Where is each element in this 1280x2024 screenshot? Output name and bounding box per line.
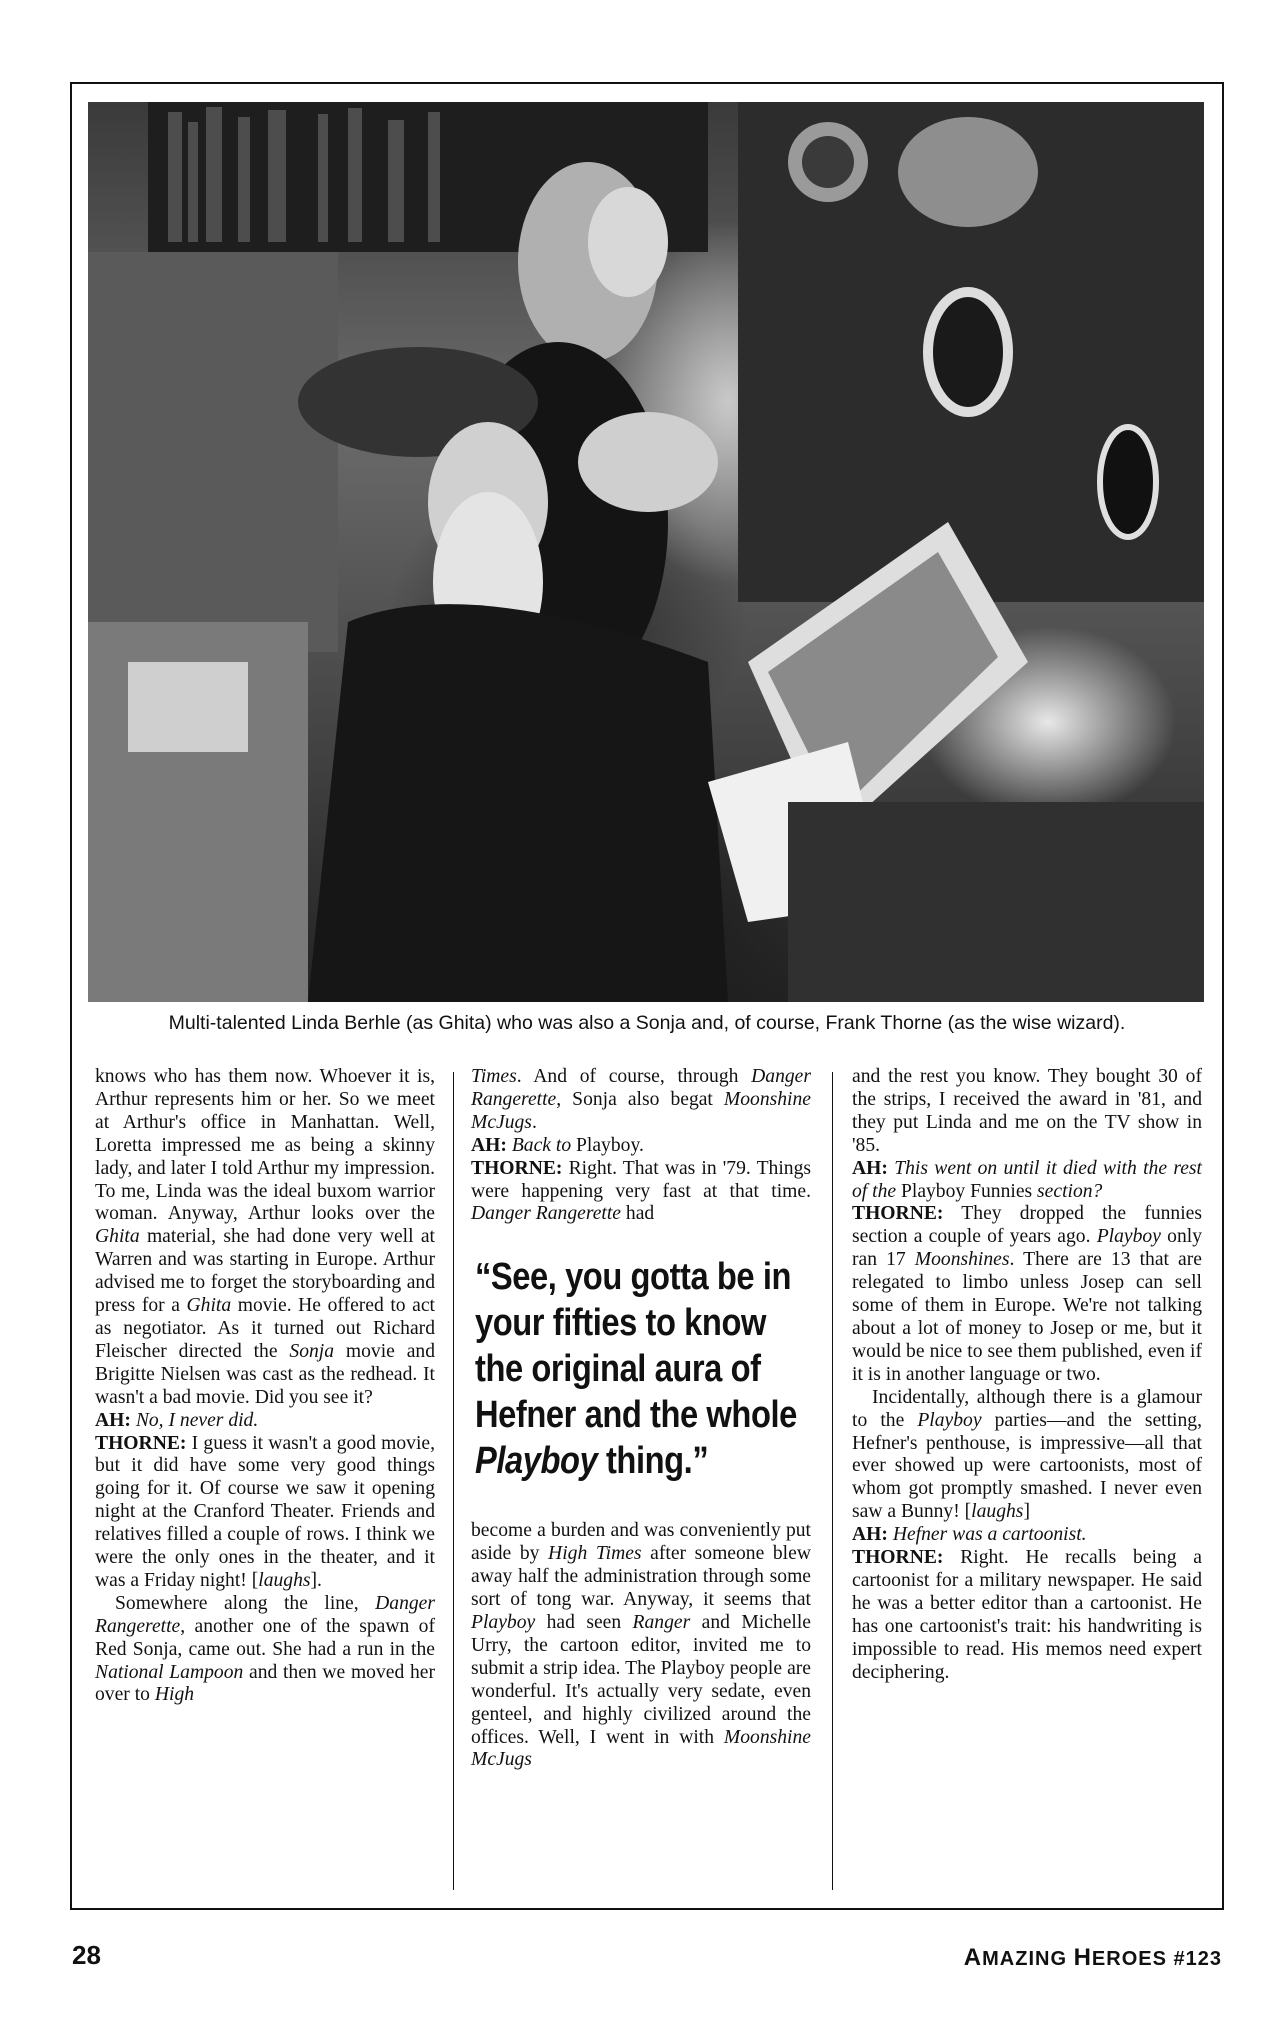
interview-question: AH: Hefner was a cartoonist. [852,1524,1087,1546]
article-column-3 [852,1066,1202,1684]
article-column-1 [95,1066,435,1707]
interview-question: AH: This went on until it died with the rest of the Playboy Funnies section? [852,1157,1202,1202]
column-rule-1 [453,1072,454,1890]
paragraph: knows who has them now. Whoever it is, Arthur represents him or her. So we meet at Arthur's office in Manhattan. Well, Loretta impressed me as being a skinny lady, and later I told Arthur my impression. To me, Linda was the ideal buxom warrior woman. Anyway, Arthur looks over the Ghita material, she had done very well at Warren and was starting in Europe. Arthur advised me to forget the storyboarding and press for a Ghita movie. He offered to act as negotiator. As it turned out Richard Fleischer directed the Sonja movie and Brigitte Nielsen was cast as the redhead. It wasn't a bad movie. Did you see it? [95,1066,436,1408]
interview-answer: THORNE: Right. He recalls being a cartoonist for a military newspaper. He said he was a better editor than a cartoonist. He has one cartoonist's trait: his handwriting is impossible to read. His memos need expert deciphering. [852,1547,1202,1683]
page-number: 28 [72,1940,101,1970]
column-rule-2 [832,1072,833,1890]
paragraph: Incidentally, although there is a glamour to the Playboy parties—and the setting, Hefner's penthouse, is impressive—all that ever showed up were cartoonists, most of whom got promptly smashed. I never even saw a Bunny! [laughs] [852,1386,1202,1523]
paragraph: Somewhere along the line, Danger Rangerette, another one of the spawn of Red Sonja, came out. She had a run in the National Lampoon and then we moved her over to High [95,1592,435,1706]
pull-quote: “See, you gotta be in your fifties to know the original aura of Hefner and the whole Playboy thing.” [475,1256,797,1483]
interview-answer: THORNE: I guess it wasn't a good movie, but it did have some very good things going for it. Of course we saw it opening night at the Cranford Theater. Friends and relatives filled a couple of rows. I think we were the only ones in the theater, and it was a Friday night! [laughs]. [95,1432,435,1591]
photo-caption: Multi-talented Linda Berhle (as Ghita) who was also a Sonja and, of course, Frank Thorne (as the wise wizard). [168,1012,1126,1034]
paragraph: become a burden and was conveniently put aside by High Times after someone blew away half the administration through some sort of tong war. Anyway, it seems that Playboy had seen Ranger and Michelle Urry, the cartoon editor, invited me to submit a strip idea. The Playboy people are wonderful. It's actually very sedate, even genteel, and highly civilized around the offices. Well, I went in with Moonshine McJugs [471,1520,811,1771]
interview-question: AH: Back to Playboy. [471,1134,644,1156]
interview-question: AH: No, I never did. [95,1409,259,1431]
photo-icon [88,102,1204,1002]
interview-answer: THORNE: Right. That was in '79. Things were happening very fast at that time. Danger Rangerette had [471,1157,811,1225]
article-photo [88,102,1204,1002]
article-column-2 [471,1066,811,1772]
interview-answer: THORNE: They dropped the funnies section a couple of years ago. Playboy only ran 17 Moonshines. There are 13 that are relegated to limbo unless Josep can sell some of them in Europe. We're not talking about a lot of money to Josep or me, but it would be nice to see them published, even if it is in another language or two. [852,1203,1202,1385]
paragraph: Times. And of course, through Danger Rangerette, Sonja also begat Moonshine McJugs. [471,1066,811,1133]
magazine-title: AMAZING HEROES #123 [963,1944,1222,1971]
paragraph: and the rest you know. They bought 30 of the strips, I received the award in '81, and they put Linda and me on the TV show in '85. [852,1066,1202,1156]
